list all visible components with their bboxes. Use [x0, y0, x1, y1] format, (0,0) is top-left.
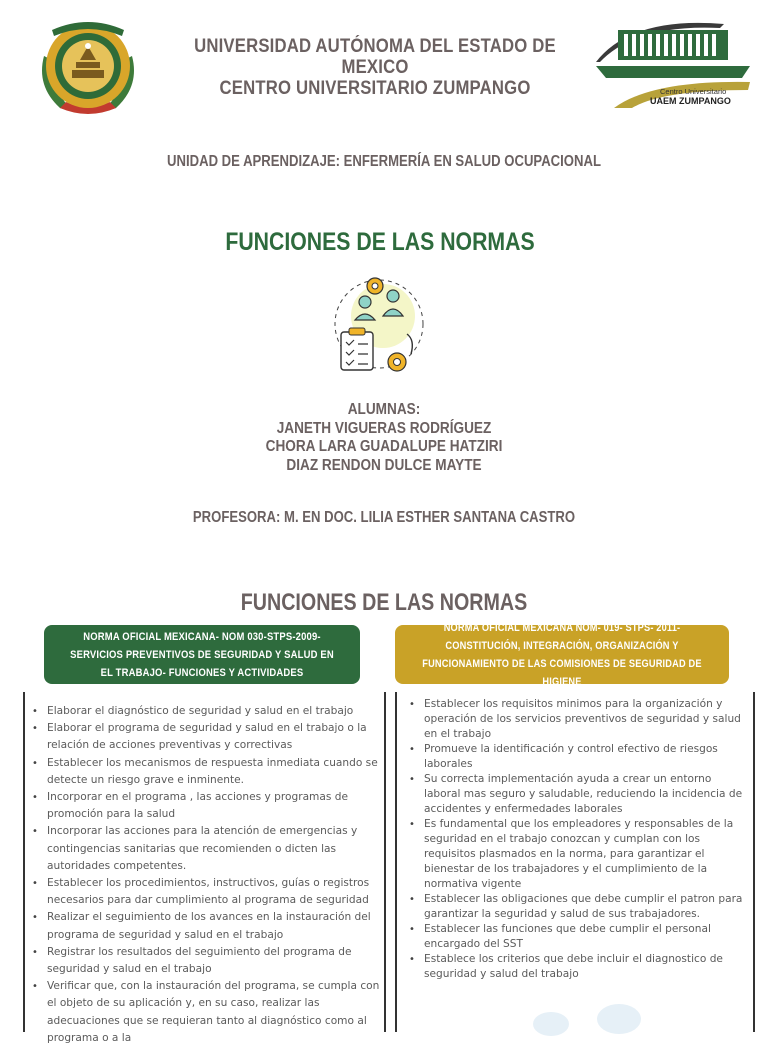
- campus-name: CENTRO UNIVERSITARIO ZUMPANGO: [219, 78, 531, 99]
- university-title: [177, 36, 573, 99]
- list-item: • Establece los criterios que debe incluir el diagnostico de seguridad y salud del trabajo: [424, 952, 751, 982]
- list-item: • Verificar que, con la instauración del programa, se cumpla con el objeto de su aplicación y, en su caso, realizar las adecuaciones que se requieran tanto al diagnóstico como al programa o a la: [47, 978, 383, 1047]
- cu-zumpango-logo: [592, 18, 754, 114]
- list-item: • Incorporar las acciones para la atención de emergencias y contingencias sanitarias que recomienden o dicten las autoridades competentes.: [47, 823, 383, 875]
- section-title: FUNCIONES DE LAS NORMAS: [240, 589, 528, 616]
- list-item: • Elaborar el diagnóstico de seguridad y salud en el trabajo: [47, 703, 383, 720]
- student-name: CHORA LARA GUADALUPE HATZIRI: [265, 438, 503, 455]
- list-item: • Promueve la identificación y control efectivo de riesgos laborales: [424, 742, 751, 772]
- list-item: • Incorporar en el programa , las acciones y programas de promoción para la salud: [47, 789, 383, 823]
- teamwork-checklist-illustration: [327, 272, 427, 376]
- list-item: • Establecer las funciones que debe cumplir el personal encargado del SST: [424, 922, 751, 952]
- nom-030-functions-list: [47, 703, 383, 1047]
- decorative-circle: [533, 1012, 569, 1036]
- nom-030-header-text: NORMA OFICIAL MEXICANA- NOM 030-STPS-2009- SERVICIOS PREVENTIVOS DE SEGURIDAD Y SALUD EN EL TRABAJO- FUNCIONES Y ACTIVIDADES: [70, 630, 334, 679]
- svg-text:Centro Universitario: Centro Universitario: [660, 87, 727, 96]
- list-item: • Establecer los procedimientos, instructivos, guías o registros necesarios para dar cumplimiento al programa de seguridad: [47, 875, 383, 909]
- nom-019-header-text: NORMA OFICIAL MEXICANA NOM- 019- STPS- 2011- CONSTITUCIÓN, INTEGRACIÓN, ORGANIZACIÓN Y FUNCIONAMIENTO DE LAS COMISIONES DE SEGURIDAD DE HIGIENE: [422, 621, 702, 688]
- nom-019-header: [395, 621, 729, 688]
- main-title: FUNCIONES DE LAS NORMAS: [225, 228, 535, 256]
- list-item: • Establecer los mecanismos de respuesta inmediata cuando se detecte un riesgo grave e inminente.: [47, 755, 383, 789]
- svg-text:UAEM ZUMPANGO: UAEM ZUMPANGO: [650, 96, 731, 106]
- student-name: DIAZ RENDON DULCE MAYTE: [286, 456, 482, 474]
- list-item: • Es fundamental que los empleadores y responsables de la seguridad en el trabajo conozcan y cumplan con los requisitos plasmados en la norma, para garantizar el bienestar de los trabajadores y el cumplimiento de la normativa vigente: [424, 817, 751, 892]
- nom-019-functions-list: [424, 697, 751, 982]
- list-item: • Establecer los requisitos minimos para la organización y operación de los servicios preventivos de seguridad y salud en el trabajo: [424, 697, 751, 742]
- nom-030-functions-box: [23, 692, 386, 1044]
- students-block: [58, 401, 711, 475]
- student-name: JANETH VIGUERAS RODRÍGUEZ: [276, 419, 492, 437]
- uaem-seal-logo: [30, 16, 146, 116]
- teacher-line: PROFESORA: M. EN DOC. LILIA ESTHER SANTANA CASTRO: [192, 509, 576, 526]
- nom-019-functions-box: [395, 692, 755, 1032]
- university-name: UNIVERSIDAD AUTÓNOMA DEL ESTADO DE MEXICO: [194, 36, 556, 78]
- decorative-circle: [597, 1004, 641, 1034]
- list-item: • Su correcta implementación ayuda a crear un entorno laboral mas seguro y saludable, reduciendo la incidencia de accidentes y enfermedades laborales: [424, 772, 751, 817]
- list-item: • Realizar el seguimiento de los avances en la instauración del programa de seguridad y salud en el trabajo: [47, 909, 383, 943]
- students-label: ALUMNAS:: [347, 401, 421, 418]
- list-item: • Elaborar el programa de seguridad y salud en el trabajo o la relación de acciones preventivas y correctivas: [47, 720, 383, 754]
- list-item: • Registrar los resultados del seguimiento del programa de seguridad y salud en el trabajo: [47, 944, 383, 978]
- nom-030-header: [44, 625, 360, 684]
- subject-line: UNIDAD DE APRENDIZAJE: ENFERMERÍA EN SALUD OCUPACIONAL: [167, 153, 601, 170]
- list-item: • Establecer las obligaciones que debe cumplir el patron para garantizar la seguridad y salud de sus trabajadores.: [424, 892, 751, 922]
